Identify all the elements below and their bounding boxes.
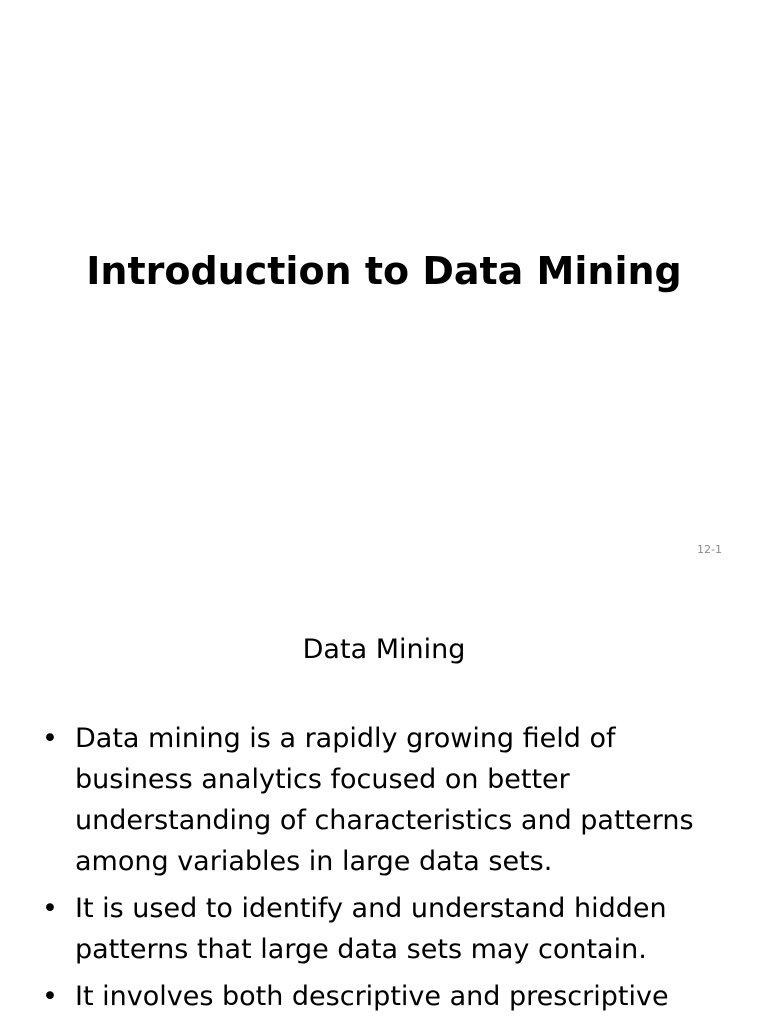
bullet-list — [40, 718, 740, 1023]
content-slide — [0, 576, 768, 1024]
bullet-text: It is used to identify and understand hidden patterns that large data sets may contain. — [75, 893, 667, 965]
bullet-icon: • — [42, 981, 58, 1012]
slide-number: 12-1 — [697, 543, 722, 556]
bullet-icon: • — [42, 723, 58, 754]
bullet-item — [40, 888, 740, 970]
bullet-item — [40, 718, 740, 882]
bullet-text: It involves both descriptive and prescriptive — [75, 981, 669, 1012]
bullet-icon: • — [42, 893, 58, 924]
bullet-text: Data mining is a rapidly growing field of business analytics focused on better understanding of characteristics and patterns among variables in large data sets. — [75, 723, 694, 877]
slide-title: Introduction to Data Mining — [86, 249, 682, 293]
slide-heading: Data Mining — [302, 634, 466, 665]
bullet-item — [40, 976, 740, 1017]
